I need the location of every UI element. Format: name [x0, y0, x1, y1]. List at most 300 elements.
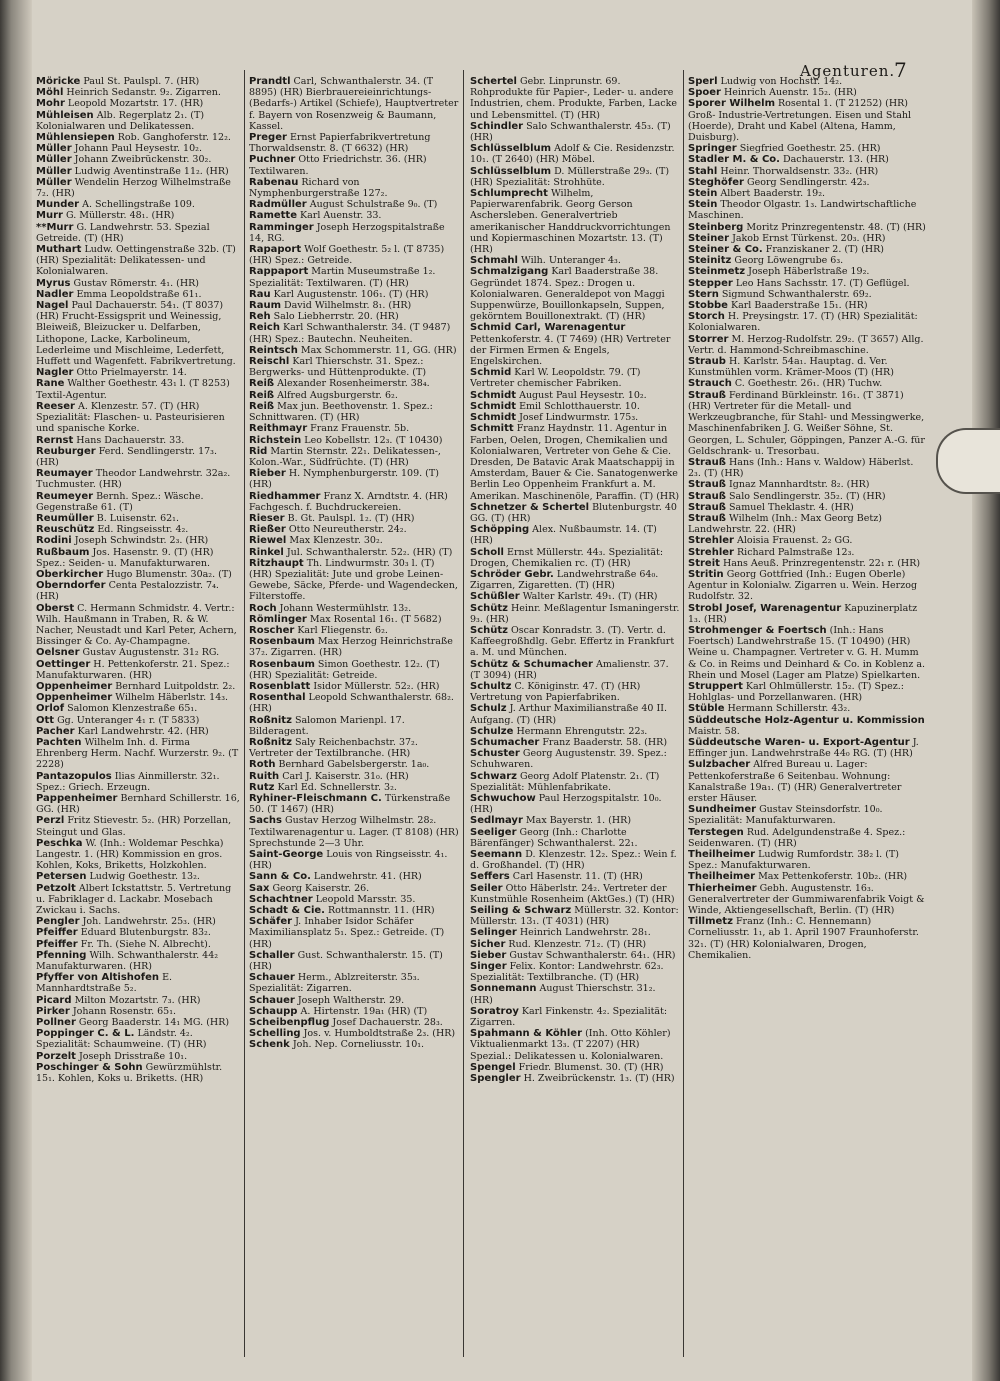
entry-name: Pfyffer von Altishofen	[36, 972, 160, 984]
column-3	[470, 76, 680, 1351]
entry-details: Richard von Nymphenburgerstraße 127₂.	[249, 176, 388, 200]
entry-name: Scheibenpflug	[249, 1017, 330, 1029]
entry-details: Blutenburgstr. 40 GG. (T) (HR)	[470, 501, 677, 524]
entry-details: Salo Liebherrstr. 20. (HR)	[273, 311, 399, 323]
directory-entry	[36, 737, 242, 771]
directory-entry	[36, 580, 242, 602]
directory-entry	[249, 625, 459, 636]
entry-name: Seemann	[470, 849, 523, 861]
column-rule	[683, 70, 684, 1357]
entry-name: Sieber	[470, 949, 507, 961]
directory-entry	[688, 547, 926, 558]
directory-entry	[688, 558, 926, 569]
entry-name: Reiß	[249, 378, 275, 390]
entry-details: Heinrich Landwehrstr. 28₁.	[519, 927, 651, 939]
entry-name: Süddeutsche Holz-Agentur u. Kommission	[688, 714, 925, 726]
entry-name: Seeliger	[470, 826, 517, 838]
entry-name: Radmüller	[249, 199, 307, 211]
entry-name: Spahmann & Köhler	[470, 1028, 583, 1040]
column-rule	[244, 70, 245, 1357]
entry-name: Mühlensiepen	[36, 132, 115, 144]
entry-details: Ilias Ainmillerstr. 32₁. Spez.: Griech. Erzeugn.	[36, 770, 220, 793]
entry-details: Karl W. Leopoldstr. 79. (T) Vertreter chemischer Fabriken.	[470, 367, 641, 390]
entry-details: Hans Aeuß. Prinzregentenstr. 22₁ r. (HR)	[722, 557, 921, 569]
entry-name: Oberkircher	[36, 568, 104, 580]
entry-name: Munder	[36, 199, 80, 211]
entry-details: Karl Auenstr. 33.	[300, 210, 382, 222]
directory-entry	[249, 468, 459, 490]
entry-details: Karl Augustenstr. 106₁. (T) (HR)	[273, 288, 429, 300]
entry-details: Carl J. Kaiserstr. 31₀. (HR)	[282, 770, 409, 782]
entry-details: Georg Adolf Platenstr. 2₁. (T) Spezialität: Mühlenfabrikate.	[470, 770, 660, 793]
entry-name: Steinmetz	[688, 266, 746, 278]
entry-details: Landwehrstr. 41. (HR)	[313, 871, 422, 883]
entry-details: Josef Dachauerstr. 28₃.	[332, 1017, 443, 1029]
entry-name: Spengler	[470, 1073, 521, 1085]
entry-details: Alfred Augsburgerstr. 6₂.	[277, 389, 398, 401]
entry-details: Georg Sendlingerstr. 42₃.	[747, 176, 870, 188]
directory-entry	[249, 322, 459, 344]
entry-details: Max Schommerstr. 11, GG. (HR)	[300, 344, 457, 356]
entry-details: Wilhelm, Papierwarenfabrik. Georg Gerson Aschersleben. Generalvertrieb amerikanischer Handdruckvorrichtungen und Kopiermaschinen Mozartstr. 13. (T) (HR)	[470, 188, 671, 256]
directory-entry	[249, 435, 459, 446]
directory-entry	[470, 76, 680, 121]
directory-entry	[470, 625, 680, 659]
entry-name: Ramminger	[249, 221, 314, 233]
entry-details: Wendelin Herzog Wilhelmstraße 7₂. (HR)	[36, 176, 231, 200]
entry-details: E. Mannhardtstraße 5₂.	[36, 972, 173, 995]
entry-name: Rutz	[249, 781, 275, 793]
directory-entry	[688, 715, 926, 737]
directory-entry	[36, 547, 242, 569]
entry-name: Schwarz	[470, 770, 517, 782]
entry-details: Dachauerstr. 13. (HR)	[782, 154, 889, 166]
directory-entry	[249, 849, 459, 871]
directory-entry	[249, 692, 459, 714]
directory-entry	[688, 255, 926, 266]
entry-name: Stahl	[688, 165, 718, 177]
directory-entry	[249, 423, 459, 434]
entry-details: Leopold Schwanthalerstr. 68₂. (HR)	[249, 692, 454, 715]
entry-details: Karl Baaderstraße 38. Gegründet 1874. Spez.: Drogen u. Kolonialwaren. Generaldepot von Maggi Suppenwürze, Bouillonkapseln, Suppen, gekörntem Bouillonextrakt. (T) (HR)	[470, 266, 665, 323]
entry-details: Rosental 1. (T 21252) (HR) Groß- Industrie-Vertretungen. Eisen und Stahl (Hoerde), Draht und Kabel (Altena, Hamm, Duisburg).	[688, 98, 912, 144]
entry-details: Max Rosental 16₁. (T 5682)	[309, 613, 442, 625]
entry-details: Hans (Inh.: Hans v. Waldow) Häberlst. 2₃. (T) (HR)	[688, 456, 914, 480]
entry-details: Landwehrstraße 64₀. Zigarren, Zigaretten. (T) (HR)	[470, 568, 659, 592]
directory-entry	[688, 491, 926, 502]
entry-name: Oberst	[36, 602, 75, 614]
entry-name: Schmidt	[470, 400, 517, 412]
entry-details: Herm., Ablzreiterstr. 35₃. Spezialität: Zigarren.	[249, 972, 420, 995]
entry-details: Martin Sternstr. 22₁. Delikatessen-, Kolon.-War., Südfrüchte. (T) (HR)	[249, 445, 441, 468]
entry-name: Reumayer	[36, 468, 93, 480]
entry-details: Joh. Landwehrstr. 25₃. (HR)	[82, 916, 216, 928]
entry-name: Ryhiner-Fleischmann C.	[249, 793, 382, 804]
column-2	[249, 76, 459, 1351]
directory-entry	[36, 726, 242, 737]
entry-name: Sporer Wilhelm	[688, 98, 775, 110]
directory-entry	[688, 827, 926, 849]
directory-entry	[36, 715, 242, 726]
directory-entry	[688, 390, 926, 457]
directory-entry	[688, 289, 926, 300]
entry-details: H. Nymphenburgerstr. 109. (T) (HR)	[249, 468, 439, 491]
entry-name: Theilheimer	[688, 849, 756, 861]
entry-details: Paul St. Paulspl. 7. (HR)	[83, 76, 200, 87]
entry-details: Centa Pestalozzistr. 7₄. (HR)	[36, 580, 219, 603]
entry-name: Strauß	[688, 479, 726, 491]
entry-name: Nagel	[36, 300, 69, 312]
entry-name: Storch	[688, 311, 725, 323]
entry-details: Theodor Landwehrstr. 32a₂. Tuchmuster. (HR)	[36, 468, 231, 491]
entry-name: Strobl Josef, Warenagentur	[688, 602, 842, 614]
entry-details: Milton Mozartstr. 7₃. (HR)	[74, 994, 201, 1006]
entry-name: Schlumprecht	[470, 188, 548, 200]
entry-details: Franz Baaderstr. 58. (HR)	[542, 736, 668, 748]
entry-name: Müller	[36, 165, 72, 177]
entry-details: M. Herzog-Rudolfstr. 29₂. (T 3657) Allg. Vertr. d. Hammond-Schreibmaschine.	[688, 333, 924, 356]
entry-details: Ludw. Oettingenstraße 32b. (T) (HR) Spezialität: Delikatessen- und Kolonialwaren.	[36, 244, 236, 278]
directory-entry	[36, 289, 242, 300]
entry-name: Sann & Co.	[249, 871, 311, 883]
entry-details: Gustav Schwanthalerstr. 64₁. (HR)	[509, 949, 676, 961]
directory-entry	[36, 524, 242, 535]
entry-name: Pappenheimer	[36, 793, 118, 804]
directory-entry	[470, 591, 680, 602]
entry-details: Felix. Kontor: Landwehrstr. 62₃. Spezialität: Textilbranche. (T) (HR)	[470, 961, 664, 984]
entry-details: Franziskaner 2. (T) (HR)	[765, 244, 885, 256]
entry-name: Puchner	[249, 154, 296, 166]
entry-details: Karl Baaderstraße 15₁. (HR)	[730, 300, 868, 312]
entry-name: Schmalzigang	[470, 266, 549, 278]
directory-entry	[688, 166, 926, 177]
entry-name: Schaupp	[249, 1005, 298, 1017]
entry-name: Römlinger	[249, 613, 307, 625]
entry-name: Riewel	[249, 535, 287, 547]
entry-details: Ludwig Rumfordstr. 38₂ l. (T) Spez.: Manufakturwaren.	[688, 849, 899, 872]
directory-entry	[36, 1006, 242, 1017]
directory-entry	[36, 1017, 242, 1028]
entry-details: Hermann Schillerstr. 43₂.	[727, 703, 851, 715]
entry-details: Ludwig von Hochstr. 14₂.	[720, 76, 843, 87]
directory-entry	[249, 1039, 459, 1050]
entry-name: Sachs	[249, 815, 282, 827]
entry-details: Alfred Bureau u. Lager: Pettenkoferstraße 6 Seitenbau. Wohnung: Kanalstraße 19a₁. (T) (HR) Generalvertreter erster Häuser.	[688, 759, 902, 804]
entry-details: Albert Baaderstr. 19₂.	[720, 188, 826, 200]
entry-details: Karl Thierschstr. 31. Spez.: Bergwerks- und Hüttenprodukte. (T)	[249, 356, 427, 379]
directory-entry	[470, 905, 680, 927]
directory-entry	[249, 793, 459, 815]
directory-entry	[688, 356, 926, 378]
entry-details: Sigmund Schwanthalerstr. 69₂.	[721, 288, 872, 300]
entry-name: Strehler	[688, 546, 734, 558]
entry-details: Johann Zweibrückenstr. 30₂.	[74, 154, 212, 166]
entry-name: Rabenau	[249, 176, 299, 188]
entry-name: Strauch	[688, 378, 732, 390]
entry-name: Schmidt	[470, 389, 517, 401]
entry-details: Friedr. Blumenst. 30. (T) (HR)	[518, 1061, 664, 1073]
entry-name: Schelling	[249, 1028, 301, 1040]
entry-details: W. (Inh.: Woldemar Peschka) Langestr. 1. (HR) Kommission en gros. Kohlen, Koks, Briketts, Holzkohlen.	[36, 837, 224, 872]
entry-name: Steinberg	[688, 221, 744, 233]
entry-details: C. Goethestr. 26₁. (HR) Tuchw.	[734, 378, 883, 390]
entry-name: Schöpping	[470, 524, 530, 536]
entry-details: Wilhelm (Inh.: Max Georg Betz) Landwehrstr. 22. (HR)	[688, 512, 882, 536]
entry-name: Spoer	[688, 87, 721, 99]
entry-name: Reumeyer	[36, 490, 94, 502]
directory-entry	[249, 177, 459, 199]
directory-entry	[249, 446, 459, 468]
directory-entry	[249, 244, 459, 266]
entry-details: Leo Hans Sachsstr. 17. (T) Geflügel.	[735, 277, 910, 289]
entry-name: Saint-George	[249, 849, 324, 861]
entry-details: Franz X. Arndtstr. 4. (HR) Fachgesch. f. Buchdruckereien.	[249, 490, 448, 513]
directory-entry	[36, 771, 242, 793]
entry-details: Johann Rosenstr. 65₁.	[72, 1005, 177, 1017]
entry-name: Myrus	[36, 277, 71, 289]
directory-entry	[36, 972, 242, 994]
entry-name: Roßnitz	[249, 736, 292, 748]
entry-details: Ed. Ringseisstr. 4₂.	[97, 524, 189, 536]
entry-name: Reh	[249, 311, 271, 323]
directory-entry	[470, 748, 680, 770]
entry-details: Joseph Schwindstr. 2₃. (HR)	[74, 535, 209, 547]
entry-details: Heinr. Meßlagentur Ismaningerstr. 9₃. (HR)	[470, 602, 680, 625]
entry-name: Pfeiffer	[36, 927, 78, 939]
entry-details: Heinrich Sedanstr. 9₂. Zigarren.	[66, 87, 221, 99]
entry-details: Emma Leopoldstraße 61₁.	[76, 288, 202, 300]
directory-entry	[36, 143, 242, 154]
directory-entry	[249, 76, 459, 132]
entry-details: B. Gt. Paulspl. 1₂. (T) (HR)	[287, 512, 415, 524]
directory-entry	[470, 603, 680, 625]
entry-details: Eduard Blutenburgstr. 83₂.	[80, 927, 211, 939]
entry-details: Gebr. Linprunstr. 69. Rohprodukte für Papier-, Leder- u. andere Industrien, chem. Produkte, Farben, Lacke und Lebensmittel. (T) (HR)	[470, 76, 678, 121]
directory-entry	[688, 479, 926, 490]
entry-name: Rießer	[249, 524, 286, 536]
entry-details: Georg Baaderstr. 14₁ MG. (HR)	[78, 1017, 230, 1029]
entry-details: Franz (Inh.: C. Hennemann) Corneliusstr. 1₁, ab 1. April 1907 Fraunhoferstr. 32₁. (T) (HR) Kolonialwaren, Drogen, Chemikalien.	[688, 916, 919, 961]
entry-name: Reuburger	[36, 445, 96, 457]
entry-details: August Thierschstr. 31₂. (HR)	[470, 983, 656, 1006]
entry-name: Thierheimer	[688, 882, 757, 894]
entry-name: Pantazopulos	[36, 770, 112, 782]
directory-entry	[36, 681, 242, 692]
directory-entry	[249, 871, 459, 882]
entry-name: Pachten	[36, 736, 82, 748]
directory-entry	[470, 961, 680, 983]
directory-entry	[688, 603, 926, 625]
entry-name: Schäfer	[249, 916, 293, 928]
entry-details: Georg Augustenstr. 39. Spez.: Schuhwaren.	[470, 748, 667, 771]
entry-name: Stüble	[688, 703, 725, 715]
entry-name: Stein	[688, 188, 718, 200]
entry-details: Ferdinand Bürkleinstr. 16₁. (T 3871) (HR) Vertreter für die Metall- und Werkzeugbranche, für Stahl- und Messingwerke, Maschinenfabriken J. G. Weißer Söhne, St. Georgen, L. Schuler, Göppingen, Panzer A.-G. für Geldschrank- u. Tresorbau.	[688, 389, 925, 457]
entry-name: Rane	[36, 378, 65, 390]
entry-details: Jos. v. Humboldtstraße 2₃. (HR)	[303, 1028, 456, 1040]
entry-name: Schaller	[249, 949, 295, 961]
entry-name: Schütz	[470, 602, 508, 614]
entry-details: G. Landwehrstr. 53. Spezial Getreide. (T) (HR)	[36, 221, 210, 244]
directory-entry	[249, 737, 459, 759]
directory-entry	[470, 524, 680, 546]
entry-details: C. Hermann Schmidstr. 4. Vertr.: Wilh. Haußmann in Traben, R. & W. Nacher, Neustadt und Karl Peter, Achern, Bissinger & Co. Ay-Champagne.	[36, 602, 237, 648]
entry-name: Soratroy	[470, 1005, 519, 1017]
directory-entry	[470, 659, 680, 681]
entry-name: Scholl	[470, 546, 504, 558]
directory-entry	[470, 681, 680, 703]
entry-name: Strehler	[688, 535, 734, 547]
entry-name: Schmidt	[470, 412, 517, 424]
entry-details: H. Pettenkoferstr. 21. Spez.: Manufakturwaren. (HR)	[36, 658, 230, 681]
entry-details: G. Müllerstr. 48₁. (HR)	[65, 210, 175, 222]
entry-details: Samuel Theklastr. 4. (HR)	[729, 501, 854, 513]
entry-name: Rau	[249, 288, 271, 300]
directory-entry	[36, 1062, 242, 1084]
directory-entry	[688, 154, 926, 165]
directory-entry	[470, 255, 680, 266]
entry-details: Paul Herzogspitalstr. 10₀. (HR)	[470, 793, 662, 816]
entry-name: Schauer	[249, 972, 295, 984]
entry-name: Storrer	[688, 333, 729, 345]
directory-entry	[470, 726, 680, 737]
entry-details: Otto Neureutherstr. 24₂.	[288, 524, 407, 536]
directory-entry	[249, 401, 459, 423]
directory-entry	[36, 446, 242, 468]
directory-entry	[36, 916, 242, 927]
entry-name: Rodini	[36, 535, 72, 547]
directory-entry	[470, 322, 680, 367]
directory-entry	[470, 1006, 680, 1028]
entry-details: Emil Schlotthauerstr. 10.	[519, 400, 640, 412]
entry-details: David Wilhelmstr. 8₁. (HR)	[284, 300, 412, 312]
entry-name: Oelsner	[36, 647, 80, 659]
directory-entry	[249, 771, 459, 782]
entry-name: Mühleisen	[36, 109, 94, 121]
entry-details: B. Luisenstr. 62₁.	[96, 512, 179, 524]
entry-details: Müllerstr. 32. Kontor: Müllerstr. 13₁. (T 4031) (HR)	[470, 905, 679, 928]
entry-details: Josef Lindwurmstr. 175₃.	[519, 412, 639, 424]
entry-details: Theodor Olgastr. 1₃. Landwirtschaftliche Maschinen.	[688, 199, 917, 222]
entry-details: Heinr. Thorwaldsenstr. 33₂. (HR)	[720, 165, 879, 177]
entry-name: Stritin	[688, 568, 724, 580]
entry-details: Rud. Klenzestr. 71₂. (T) (HR)	[508, 938, 647, 950]
directory-entry	[249, 491, 459, 513]
entry-name: Nadler	[36, 288, 74, 300]
directory-entry	[249, 782, 459, 793]
entry-details: Max Bayerstr. 1. (HR)	[525, 815, 632, 827]
entry-details: Maistr. 58.	[688, 725, 740, 737]
entry-name: Ramette	[249, 210, 297, 222]
column-1	[36, 76, 242, 1351]
entry-name: Perzl	[36, 815, 65, 827]
entry-name: Selinger	[470, 927, 517, 939]
entry-name: Roch	[249, 602, 277, 614]
entry-name: Muthart	[36, 244, 82, 256]
entry-details: Max jun. Beethovenstr. 1. Spez.: Schnittwaren. (T) (HR)	[249, 400, 433, 424]
entry-details: Salo Sendlingerstr. 35₂. (T) (HR)	[729, 490, 886, 502]
entry-name: Schuster	[470, 748, 520, 760]
directory-entry	[249, 222, 459, 244]
entry-details: Albert Ickstattstr. 5. Vertretung u. Fabriklager d. Lackabr. Mosebach Zwickau i. Sachs.	[36, 882, 232, 917]
directory-entry	[36, 703, 242, 714]
directory-entry	[249, 916, 459, 950]
entry-details: Otto Häberlstr. 24₂. Vertreter der Kunstmühle Rosenheim (AktGes.) (T) (HR)	[470, 882, 675, 905]
entry-name: Steiner	[688, 232, 730, 244]
directory-entry	[249, 950, 459, 972]
page-number: 7	[894, 58, 907, 82]
entry-details: Siegfried Goethestr. 25. (HR)	[739, 143, 881, 155]
entry-name: Strauß	[688, 389, 726, 401]
entry-name: Pirker	[36, 1005, 70, 1017]
entry-name: Rosenbaum	[249, 658, 315, 670]
directory-entry	[470, 401, 680, 412]
directory-entry	[36, 659, 242, 681]
directory-entry	[688, 804, 926, 826]
entry-details: Karl Ohlmüllerstr. 15₂. (T) Spez.: Hohlglas- und Porzellanwaren. (HR)	[688, 680, 904, 704]
directory-entry	[36, 210, 242, 221]
entry-name: Singer	[470, 961, 507, 973]
entry-name: Rernst	[36, 434, 74, 446]
entry-name: Peschka	[36, 837, 83, 849]
entry-name: Schüßler	[470, 591, 520, 603]
directory-entry	[249, 154, 459, 176]
entry-name: Strauß	[688, 501, 726, 513]
entry-details: Walter Karlstr. 49₁. (T) (HR)	[522, 591, 658, 603]
entry-details: Otto Friedrichstr. 36. (HR) Textilwaren.	[249, 154, 427, 177]
directory-entry	[470, 771, 680, 793]
entry-name: Riedhammer	[249, 490, 321, 502]
entry-name: Poschinger & Sohn	[36, 1061, 143, 1073]
entry-name: Rußbaum	[36, 546, 90, 558]
directory-entry	[688, 98, 926, 143]
entry-name: Schulze	[470, 725, 514, 737]
entry-name: Reumüller	[36, 512, 94, 524]
entry-name: Strauß	[688, 512, 726, 524]
directory-entry	[249, 345, 459, 356]
entry-details: Ludwig Aventinstraße 11₂. (HR)	[74, 165, 229, 177]
directory-entry	[249, 266, 459, 288]
entry-name: **Murr	[36, 221, 74, 233]
directory-entry	[688, 76, 926, 87]
entry-details: Karl Fliegenstr. 6₂.	[297, 624, 388, 636]
entry-details: Louis von Ringseisstr. 4₁. (HR)	[249, 849, 448, 872]
directory-entry	[470, 815, 680, 826]
entry-name: Oppenheimer	[36, 692, 113, 704]
entry-details: Alex. Nußbaumstr. 14. (T) (HR)	[470, 524, 657, 547]
entry-details: Ernst Papierfabrikvertretung Thorwaldsenstr. 8. (T 6632) (HR)	[249, 132, 431, 155]
directory-entry	[470, 367, 680, 389]
directory-entry	[470, 939, 680, 950]
entry-details: Ignaz Mannhardtstr. 8₂. (HR)	[729, 479, 870, 491]
entry-name: Schwuchow	[470, 793, 536, 804]
entry-name: Oppenheimer	[36, 680, 113, 692]
entry-details: Gg. Unteranger 4₁ r. (T 5833)	[57, 714, 200, 726]
entry-details: H. Zweibrückenstr. 1₃. (T) (HR)	[523, 1073, 675, 1085]
directory-entry	[36, 535, 242, 546]
entry-name: Stobbe	[688, 300, 728, 312]
entry-name: Sonnemann	[470, 983, 537, 995]
directory-entry	[249, 972, 459, 994]
entry-details: August Paul Heysestr. 10₂.	[519, 389, 647, 401]
entry-details: Jos. Hasenstr. 9. (T) (HR) Spez.: Seiden- u. Manufakturwaren.	[36, 546, 214, 569]
directory-entry	[688, 244, 926, 255]
entry-details: Rottmannstr. 11. (HR)	[328, 905, 435, 917]
entry-name: Steiner & Co.	[688, 244, 763, 256]
entry-details: Johann Paul Heysestr. 10₂.	[74, 143, 202, 155]
entry-name: Sulzbacher	[688, 759, 751, 771]
directory-entry	[36, 927, 242, 938]
